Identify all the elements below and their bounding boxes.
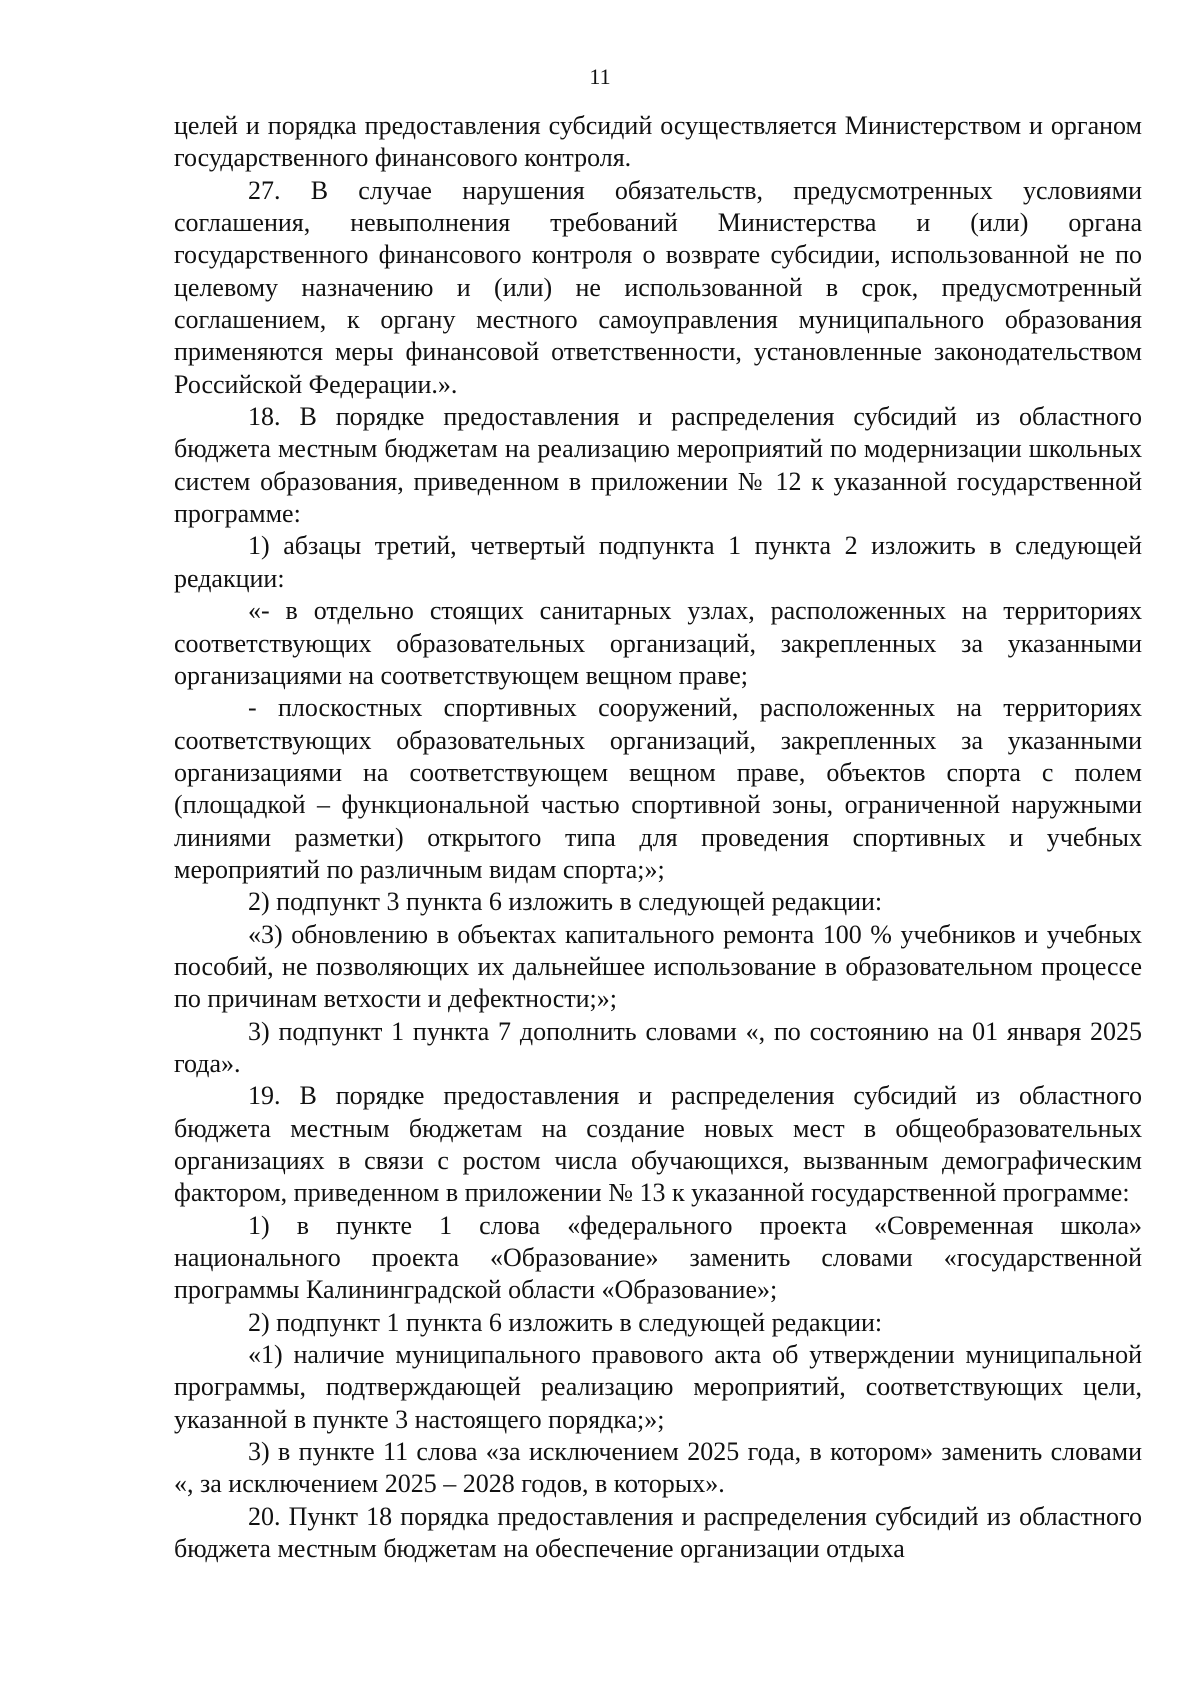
paragraph-subitem-18-3: 3) подпункт 1 пункта 7 дополнить словами «, по состоянию на 01 января 2025 года». [174, 1016, 1142, 1078]
paragraph-subitem-19-1: 1) в пункте 1 слова «федерального проекта «Современная школа» национального проекта «Образование» заменить словами «государственной программы Калининградской области «Образование»; [174, 1210, 1142, 1305]
paragraph-item-20: 20. Пункт 18 порядка предоставления и распределения субсидий из областного бюджета местным бюджетам на обеспечение организации отдыха [174, 1501, 1142, 1564]
paragraph-subitem-18-2: 2) подпункт 3 пункта 6 изложить в следующей редакции: [248, 887, 883, 917]
paragraph-item-19: 19. В порядке предоставления и распределения субсидий из областного бюджета местным бюджетам на создание новых мест в общеобразовательных организациях в связи с ростом числа обучающихся, вызванным демографическим фактором, приведенном в приложении № 13 к указанной государственной программе: [174, 1081, 1142, 1208]
paragraph-item-18: 18. В порядке предоставления и распределения субсидий из областного бюджета местным бюджетам на реализацию мероприятий по модернизации школьных систем образования, приведенном в приложении № 12 к указанной государственной программе: [174, 402, 1142, 529]
page-number: 11 [589, 64, 611, 89]
paragraph-subitem-19-2: 2) подпункт 1 пункта 6 изложить в следующей редакции: [248, 1307, 883, 1337]
paragraph-quote-municipal-act: «1) наличие муниципального правового акта об утверждении муниципальной программы, подтверждающей реализацию мероприятий, соответствующих цели, указанной в пункте 3 настоящего порядка;»; [174, 1340, 1142, 1434]
paragraph-continuation: целей и порядка предоставления субсидий осуществляется Министерством и органом государственного финансового контроля. [174, 111, 1142, 173]
paragraph-subitem-19-3: 3) в пункте 11 слова «за исключением 2025 года, в котором» заменить словами «, за исключением 2025 – 2028 годов, в которых». [174, 1437, 1142, 1499]
paragraph-quote-sports: - плоскостных спортивных сооружений, расположенных на территориях соответствующих образовательных организаций, закрепленных за указанными организациями на соответствующем вещном праве, объектов спорта с полем (площадкой – функциональной частью спортивной зоны, ограниченной наружными линиями разметки) открытого типа для проведения спортивных и учебных мероприятий по различным видам спорта;»; [174, 693, 1142, 884]
document-body [174, 110, 1142, 1565]
paragraph-item-27: 27. В случае нарушения обязательств, предусмотренных условиями соглашения, невыполнения требований Министерства и (или) органа государственного финансового контроля о возврате субсидии, использованной не по целевому назначению и (или) не использованной в срок, предусмотренный соглашением, к органу местного самоуправления муниципального образования применяются меры финансовой ответственности, установленные законодательством Российской Федерации.». [174, 175, 1142, 399]
paragraph-quote-textbooks: «3) обновлению в объектах капитального ремонта 100 % учебников и учебных пособий, не позволяющих их дальнейшее использование в образовательном процессе по причинам ветхости и дефектности;»; [174, 919, 1142, 1014]
paragraph-quote-sanitary: «- в отдельно стоящих санитарных узлах, расположенных на территориях соответствующих образовательных организаций, закрепленных за указанными организациями на соответствующем вещном праве; [174, 596, 1142, 690]
paragraph-subitem-18-1: 1) абзацы третий, четвертый подпункта 1 пункта 2 изложить в следующей редакции: [174, 531, 1142, 593]
